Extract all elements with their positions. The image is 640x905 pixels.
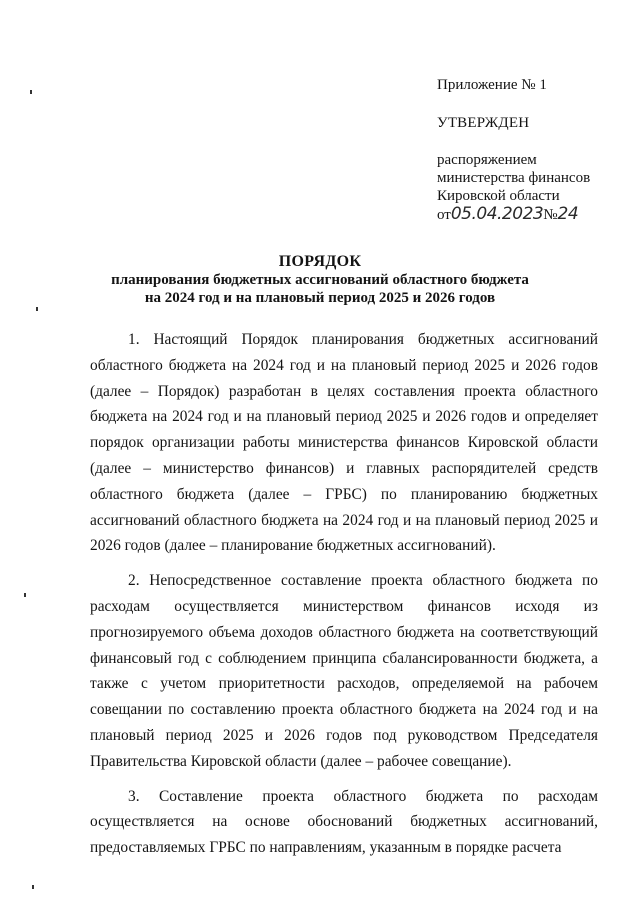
approved-by-line-3: Кировской области <box>437 188 560 204</box>
from-prefix: от <box>437 207 451 223</box>
handwritten-number: 24 <box>557 204 579 224</box>
title-line-1: планирования бюджетных ассигнований областного бюджета <box>111 272 529 288</box>
number-prefix: № <box>543 207 558 223</box>
order-date-number-line <box>437 205 627 224</box>
approved-by-line-1: распоряжением <box>437 152 537 168</box>
approved-by-line-2: министерства финансов <box>437 170 591 186</box>
approval-block <box>437 76 627 224</box>
scan-speck <box>30 90 32 94</box>
document-body <box>90 327 598 870</box>
paragraph-1: 1. Настоящий Порядок планирования бюджетных ассигнований областного бюджета на 2024 год и на плановый период 2025 и 2026 годов (далее – Порядок) разработан в целях составления проекта областного бюджета на 2024 год и на плановый период 2025 и 2026 годов и определяет порядок организации работы министерства финансов Кировской области (далее – министерство финансов) и главных распорядителей средств областного бюджета (далее – ГРБС) по планированию бюджетных ассигнований областного бюджета на 2024 год и на плановый период 2025 и 2026 годов (далее – планирование бюджетных ассигнований). <box>90 331 598 555</box>
scan-speck <box>32 885 34 889</box>
scan-speck <box>24 593 26 597</box>
approved-label: УТВЕРЖДЕН <box>437 115 530 131</box>
annex-label: Приложение № 1 <box>437 77 547 93</box>
title-line-2: на 2024 год и на плановый период 2025 и 2026 годов <box>144 290 496 306</box>
scan-speck <box>36 307 38 311</box>
title-heading: ПОРЯДОК <box>278 253 362 270</box>
paragraph-2: 2. Непосредственное составление проекта областного бюджета по расходам осуществляется министерством финансов исходя из прогнозируемого объема доходов областного бюджета на соответствующий финансовый год с соблюдением принципа сбалансированности бюджета, а также с учетом приоритетности расходов, определяемой на рабочем совещании по составлению проекта областного бюджета на 2024 год и на плановый период 2025 и 2026 годов под руководством Председателя Правительства Кировской области (далее – рабочее совещание). <box>90 572 598 770</box>
paragraph-3: 3. Составление проекта областного бюджета по расходам осуществляется на основе обоснований бюджетных ассигнований, предоставляемых ГРБС по направлениям, указанным в порядке расчета <box>90 787 598 857</box>
handwritten-date: 05.04.2023 <box>450 204 544 224</box>
document-title <box>0 253 640 307</box>
